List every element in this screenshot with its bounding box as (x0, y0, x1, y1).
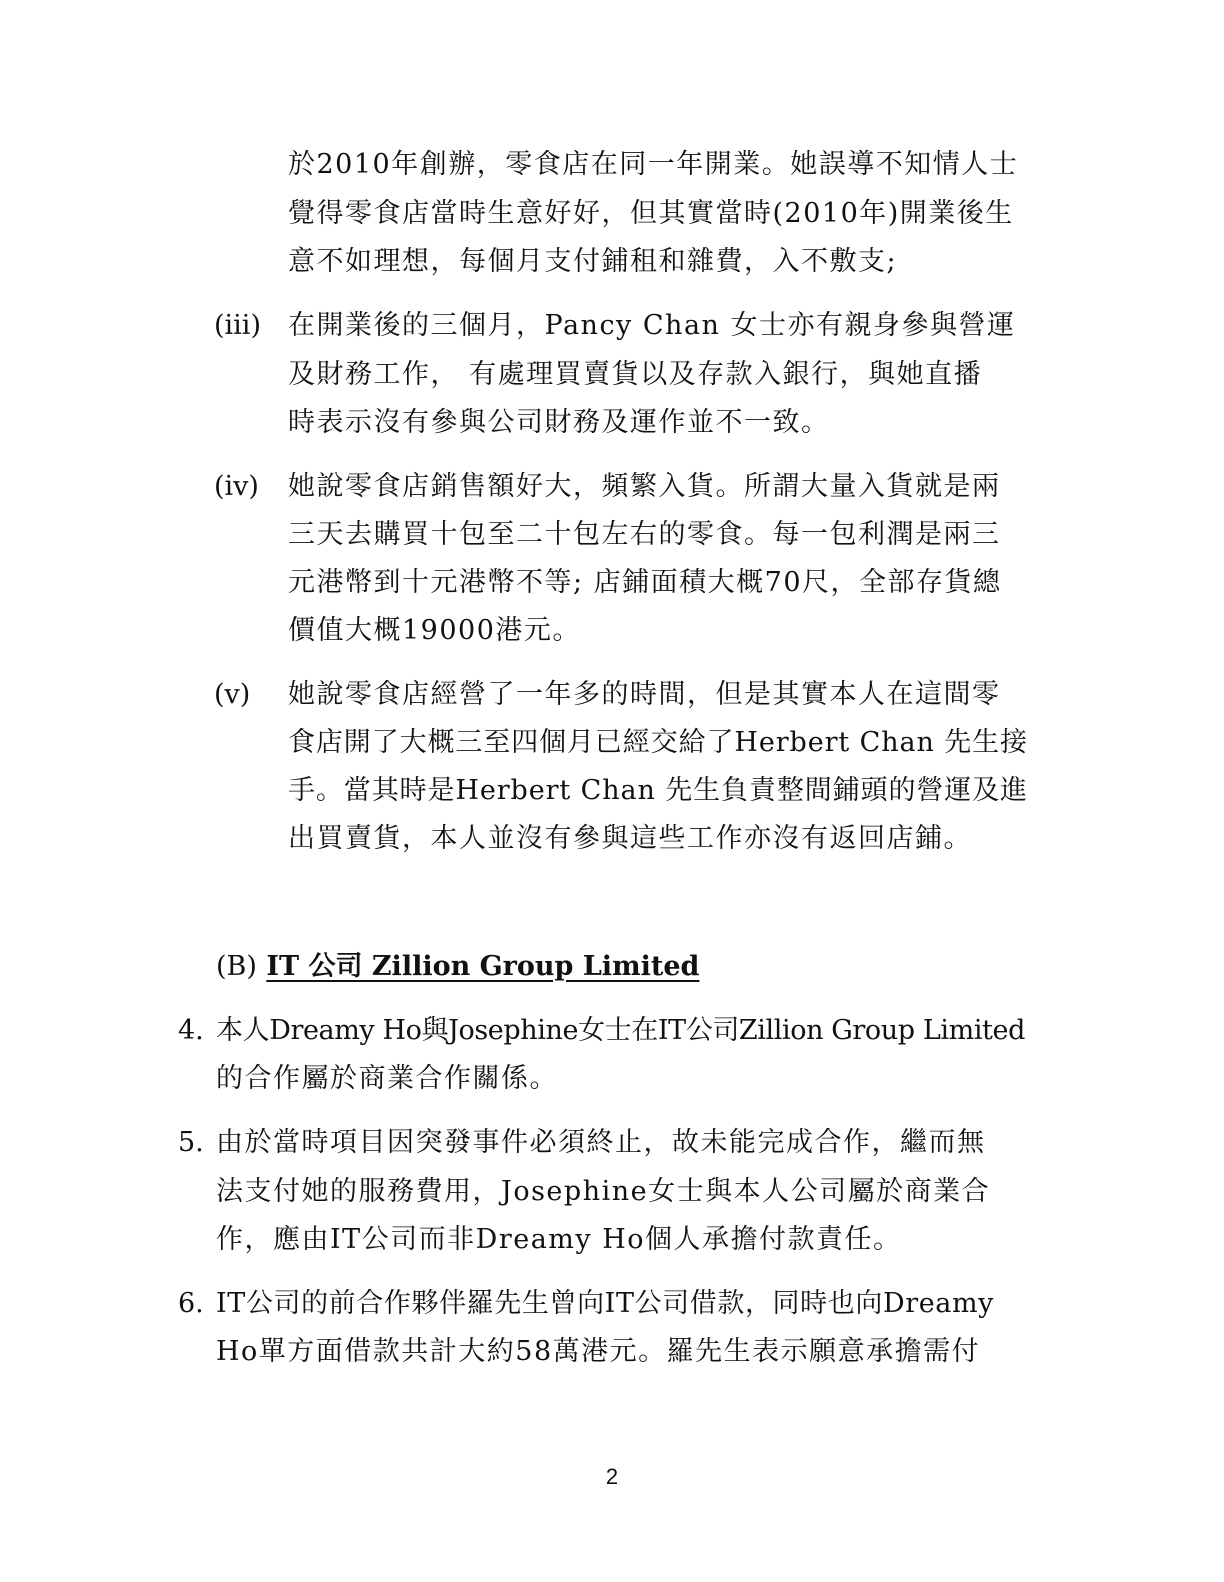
list-item-line: 在開業後的三個月，Pancy Chan 女士亦有親身參與營運 (288, 310, 1016, 341)
numbered-marker-6: 6. (178, 1288, 204, 1319)
list-marker-iii: (iii) (214, 310, 261, 341)
section-heading (216, 948, 699, 986)
numbered-item-line: 法支付她的服務費用，Josephine女士與本人公司屬於商業合 (216, 1176, 991, 1207)
list-marker-v: (v) (214, 679, 251, 710)
list-item-line: 時表示沒有參與公司財務及運作並不一致。 (288, 407, 830, 438)
list-item-line: 手。當其時是Herbert Chan 先生負責整間鋪頭的營運及進 (288, 775, 1028, 806)
numbered-item-line: 的合作屬於商業合作關係。 (216, 1063, 558, 1094)
section-label: (B) (216, 951, 257, 982)
paragraph-line: 於2010年創辦，零食店在同一年開業。她誤導不知情人士 (288, 149, 1019, 180)
list-item-line: 她說零食店經營了一年多的時間，但是其實本人在這間零 (288, 679, 1001, 710)
list-item-line: 三天去購買十包至二十包左右的零食。每一包利潤是兩三 (288, 519, 1001, 550)
numbered-item-line: IT公司的前合作夥伴羅先生曾向IT公司借款，同時也向Dreamy (216, 1288, 995, 1319)
numbered-item-line: 本人Dreamy Ho與Josephine女士在IT公司Zillion Group Limited (216, 1015, 1025, 1046)
numbered-item-line: Ho單方面借款共計大約58萬港元。羅先生表示願意承擔需付 (216, 1336, 981, 1367)
list-item-line: 價值大概19000港元。 (288, 615, 581, 646)
numbered-marker-5: 5. (178, 1127, 204, 1158)
list-marker-iv: (iv) (214, 471, 259, 502)
numbered-item-line: 由於當時項目因突發事件必須終止，故未能完成合作，繼而無 (216, 1127, 986, 1158)
list-item-line: 食店開了大概三至四個月已經交給了Herbert Chan 先生接 (288, 727, 1028, 758)
list-item-line: 出買賣貨，本人並沒有參與這些工作亦沒有返回店鋪。 (288, 823, 972, 854)
page-number: 2 (605, 1464, 619, 1489)
paragraph-line: 意不如理想，每個月支付鋪租和雜費，入不敷支; (288, 246, 898, 277)
section-title: IT 公司 Zillion Group Limited (266, 951, 700, 982)
numbered-item-line: 作，應由IT公司而非Dreamy Ho個人承擔付款責任。 (216, 1224, 902, 1255)
list-item-line: 元港幣到十元港幣不等; 店鋪面積大概70尺，全部存貨總 (288, 567, 1002, 598)
numbered-marker-4: 4. (178, 1015, 204, 1046)
list-item-line: 她說零食店銷售額好大，頻繁入貨。所謂大量入貨就是兩 (288, 471, 1001, 502)
list-item-line: 及財務工作， 有處理買賣貨以及存款入銀行，與她直播 (288, 359, 983, 390)
paragraph-line: 覺得零食店當時生意好好，但其實當時(2010年)開業後生 (288, 198, 1014, 229)
